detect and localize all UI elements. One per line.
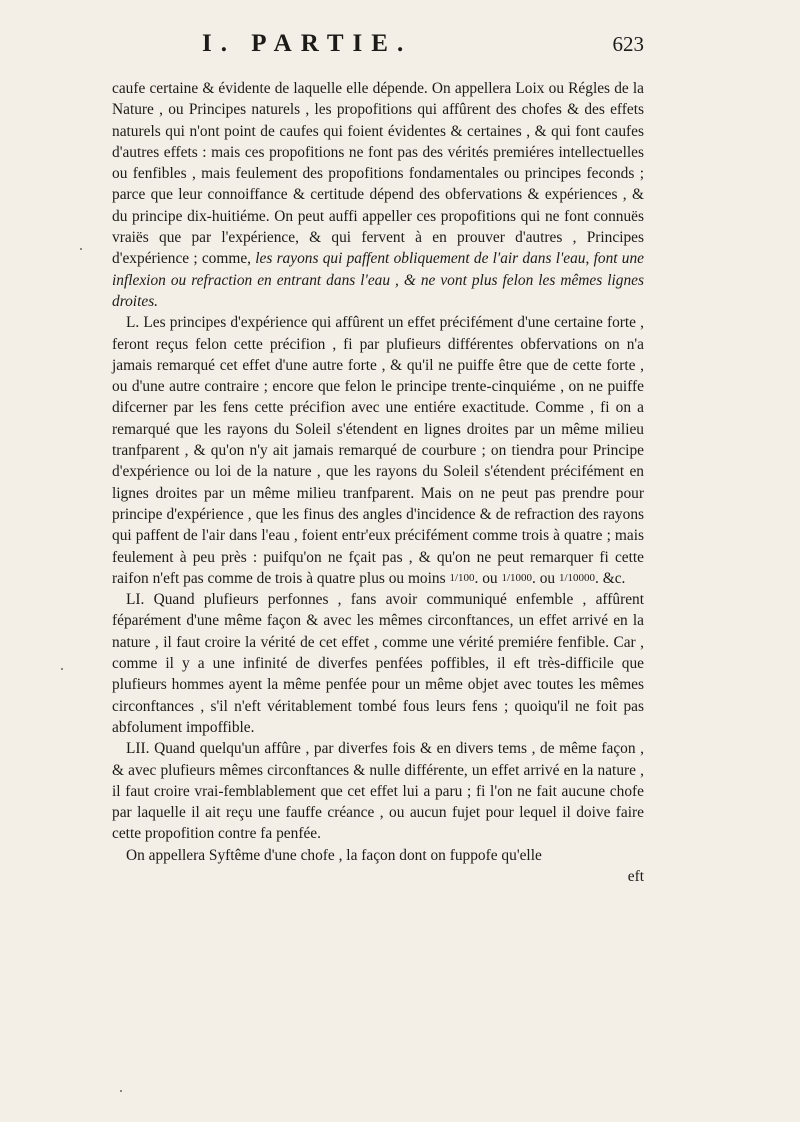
paper-speck	[80, 248, 82, 250]
running-head	[202, 30, 644, 70]
page-number: 623	[612, 32, 644, 56]
running-title: I. PARTIE.	[202, 30, 413, 57]
fraction-ten-thousandth: 1/10000	[558, 571, 596, 584]
paragraph-text: caufe certaine & évidente de laquelle elle dépende. On appellera Loix ou Régles de la Nature , ou Principes naturels , les propofitions qui affûrent des chofes & des effets naturels qui n'ont point de caufes qui foient évidentes & certaines , & qui font caufes d'autres effets : mais ces propofitions ne font pas des vérités premiéres intellectuelles ou fenfibles , mais feulement des propofitions fondamentales ou principes feconds ; parce que leur connoiffance & certitude dépend des obfervations & expériences , & du principe dix-huitiéme. On peut auffi appeller ces propofitions qui ne font connuës vraiës que par l'expérience, & qui fervent à en prouver d'autres , Principes d'expérience ; comme,	[112, 80, 644, 268]
paragraph-LII: LII. Quand quelqu'un affûre , par diverfes fois & en divers tems , de même façon , & avec plufieurs mêmes circonftances & nulle différente, un effet arrivé en la nature , il faut croire vrai-femblablement que cet effet lui a paru ; fi l'on ne fait aucune chofe par laquelle il ait reçu une fauffe créance , ou aucun fujet pour lequel il doive faire cette propofition contre fa penfée.	[112, 740, 644, 843]
etcetera: . &c.	[595, 569, 626, 587]
body-text	[112, 78, 644, 866]
fraction-thousandth: 1/1000	[501, 571, 533, 584]
separator: ,	[585, 250, 594, 268]
italic-example: les rayons qui paffent obliquement de l'air dans l'eau	[255, 250, 586, 268]
paper-speck	[61, 668, 63, 670]
paragraph-continuation	[112, 78, 644, 312]
paragraph-LI: LI. Quand plufieurs perfonnes , fans avoir communiqué enfemble , affûrent féparément d'une même façon & avec les mêmes circonftances, un effet arrivé en la nature , il faut croire la vérité de cet effet , comme une vérité premiére fenfible. Car , comme il y a une infinité de diverfes penfées poffibles, il eft très-difficile que plufieurs hommes ayent la même penfée pour un même objet avec toutes les mêmes circonftances , s'il n'eft véritablement tombé fous leurs fens ; quoiqu'il ne foit pas abfolument impoffible.	[112, 591, 644, 736]
italic-example-continued: font une inflexion ou refraction en entrant dans l'eau , & ne vont plus felon les mêmes lignes droites.	[112, 250, 644, 310]
conjunction: . ou	[474, 569, 498, 587]
fraction-hundredth: 1/100	[449, 571, 475, 584]
paragraph-systeme: On appellera Syftême d'une chofe , la façon dont on fuppofe qu'elle	[126, 846, 542, 864]
paper-speck	[120, 1090, 122, 1092]
paragraph-text: L. Les principes d'expérience qui affûrent un effet précifément d'une certaine forte , feront reçus felon cette précifion , fi par plufieurs différentes obfervations on n'a jamais remarqué cet effet d'une autre forte , & qu'il ne puiffe être que de cette forte , ou d'une autre contraire ; encore que felon le principe trente-cinquiéme , on ne puiffe difcerner par les fens cette précifion avec une entiére exactitude. Comme , fi on a remarqué que les rayons du Soleil s'étendent en lignes droites par un même milieu tranfparent , & qu'on n'y ait jamais remarqué de courbure ; on tiendra pour Principe d'expérience ou loi de la nature , que les rayons du Soleil s'étendent précifément en lignes droites par un même milieu tranfparent. Mais on ne peut pas prendre pour principe d'expérience , que les finus des angles d'incidence & de refraction des rayons qui paffent de l'air dans l'eau , foient entr'eux précifément comme trois à quatre ; mais feulement à peu près : puifqu'on ne fçait pas , & qu'on ne peut remarquer fi cette raifon n'eft pas comme de trois à quatre plus ou moins	[112, 314, 644, 587]
conjunction: . ou	[532, 569, 556, 587]
catchword: eft	[627, 867, 644, 885]
paragraph-L	[112, 312, 644, 589]
